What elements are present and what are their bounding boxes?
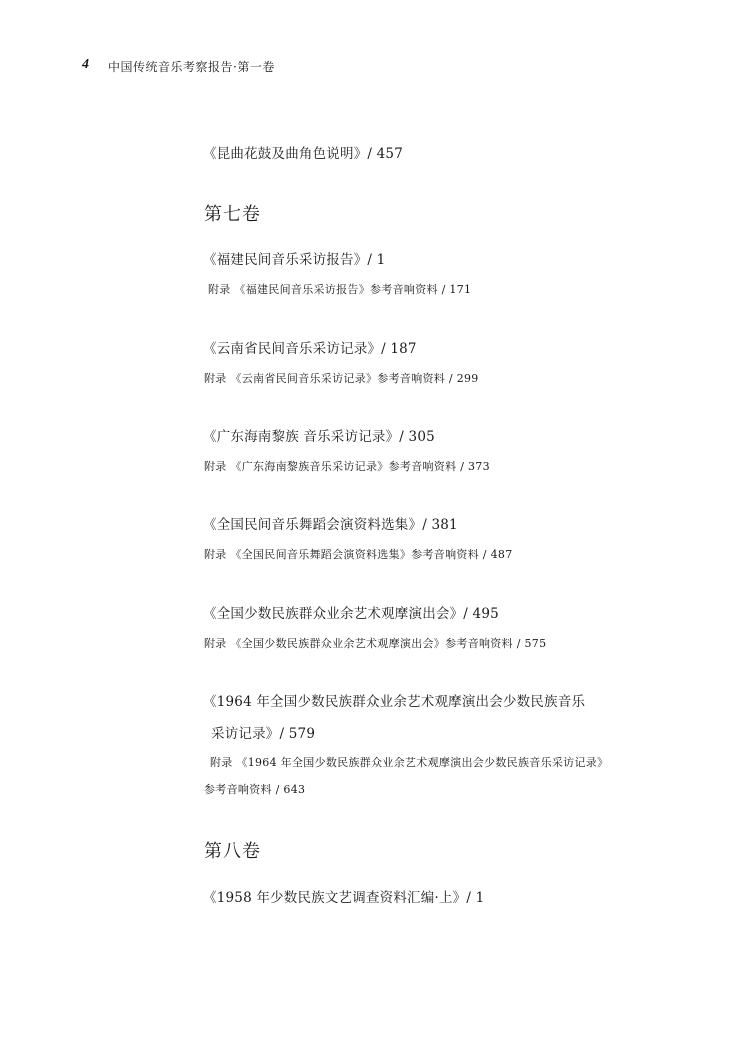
toc-entry: 《1958 年少数民族文艺调查资料汇编·上》/ 1 (203, 890, 485, 906)
toc-appendix-continued: 参考音响资料 / 643 (204, 783, 306, 796)
toc-entry: 《全国少数民族群众业余艺术观摩演出会》/ 495 (203, 606, 499, 622)
toc-entry-continued: 采访记录》/ 579 (211, 726, 316, 742)
toc-appendix: 附录 《1964 年全国少数民族群众业余艺术观摩演出会少数民族音乐采访记录》 (210, 756, 609, 769)
toc-appendix: 附录 《福建民间音乐采访报告》参考音响资料 / 171 (208, 283, 472, 296)
toc-appendix: 附录 《全国民间音乐舞蹈会演资料选集》参考音响资料 / 487 (204, 548, 513, 561)
toc-entry: 《昆曲花鼓及曲角色说明》/ 457 (203, 146, 404, 162)
running-title: 中国传统音乐考察报告·第一卷 (108, 60, 275, 74)
toc-entry: 《1964 年全国少数民族群众业余艺术观摩演出会少数民族音乐 (203, 694, 586, 710)
toc-entry: 《福建民间音乐采访报告》/ 1 (203, 252, 386, 268)
toc-entry: 《云南省民间音乐采访记录》/ 187 (203, 341, 417, 357)
toc-entry: 《全国民间音乐舞蹈会演资料选集》/ 381 (203, 517, 458, 533)
toc-appendix: 附录 《云南省民间音乐采访记录》参考音响资料 / 299 (204, 372, 479, 385)
toc-entry: 《广东海南黎族 音乐采访记录》/ 305 (203, 429, 435, 445)
volume-heading: 第八卷 (204, 841, 261, 862)
toc-appendix: 附录 《全国少数民族群众业余艺术观摩演出会》参考音响资料 / 575 (204, 637, 547, 650)
volume-heading: 第七卷 (204, 204, 261, 225)
page-number: 4 (82, 57, 89, 72)
toc-appendix: 附录 《广东海南黎族音乐采访记录》参考音响资料 / 373 (204, 460, 490, 473)
